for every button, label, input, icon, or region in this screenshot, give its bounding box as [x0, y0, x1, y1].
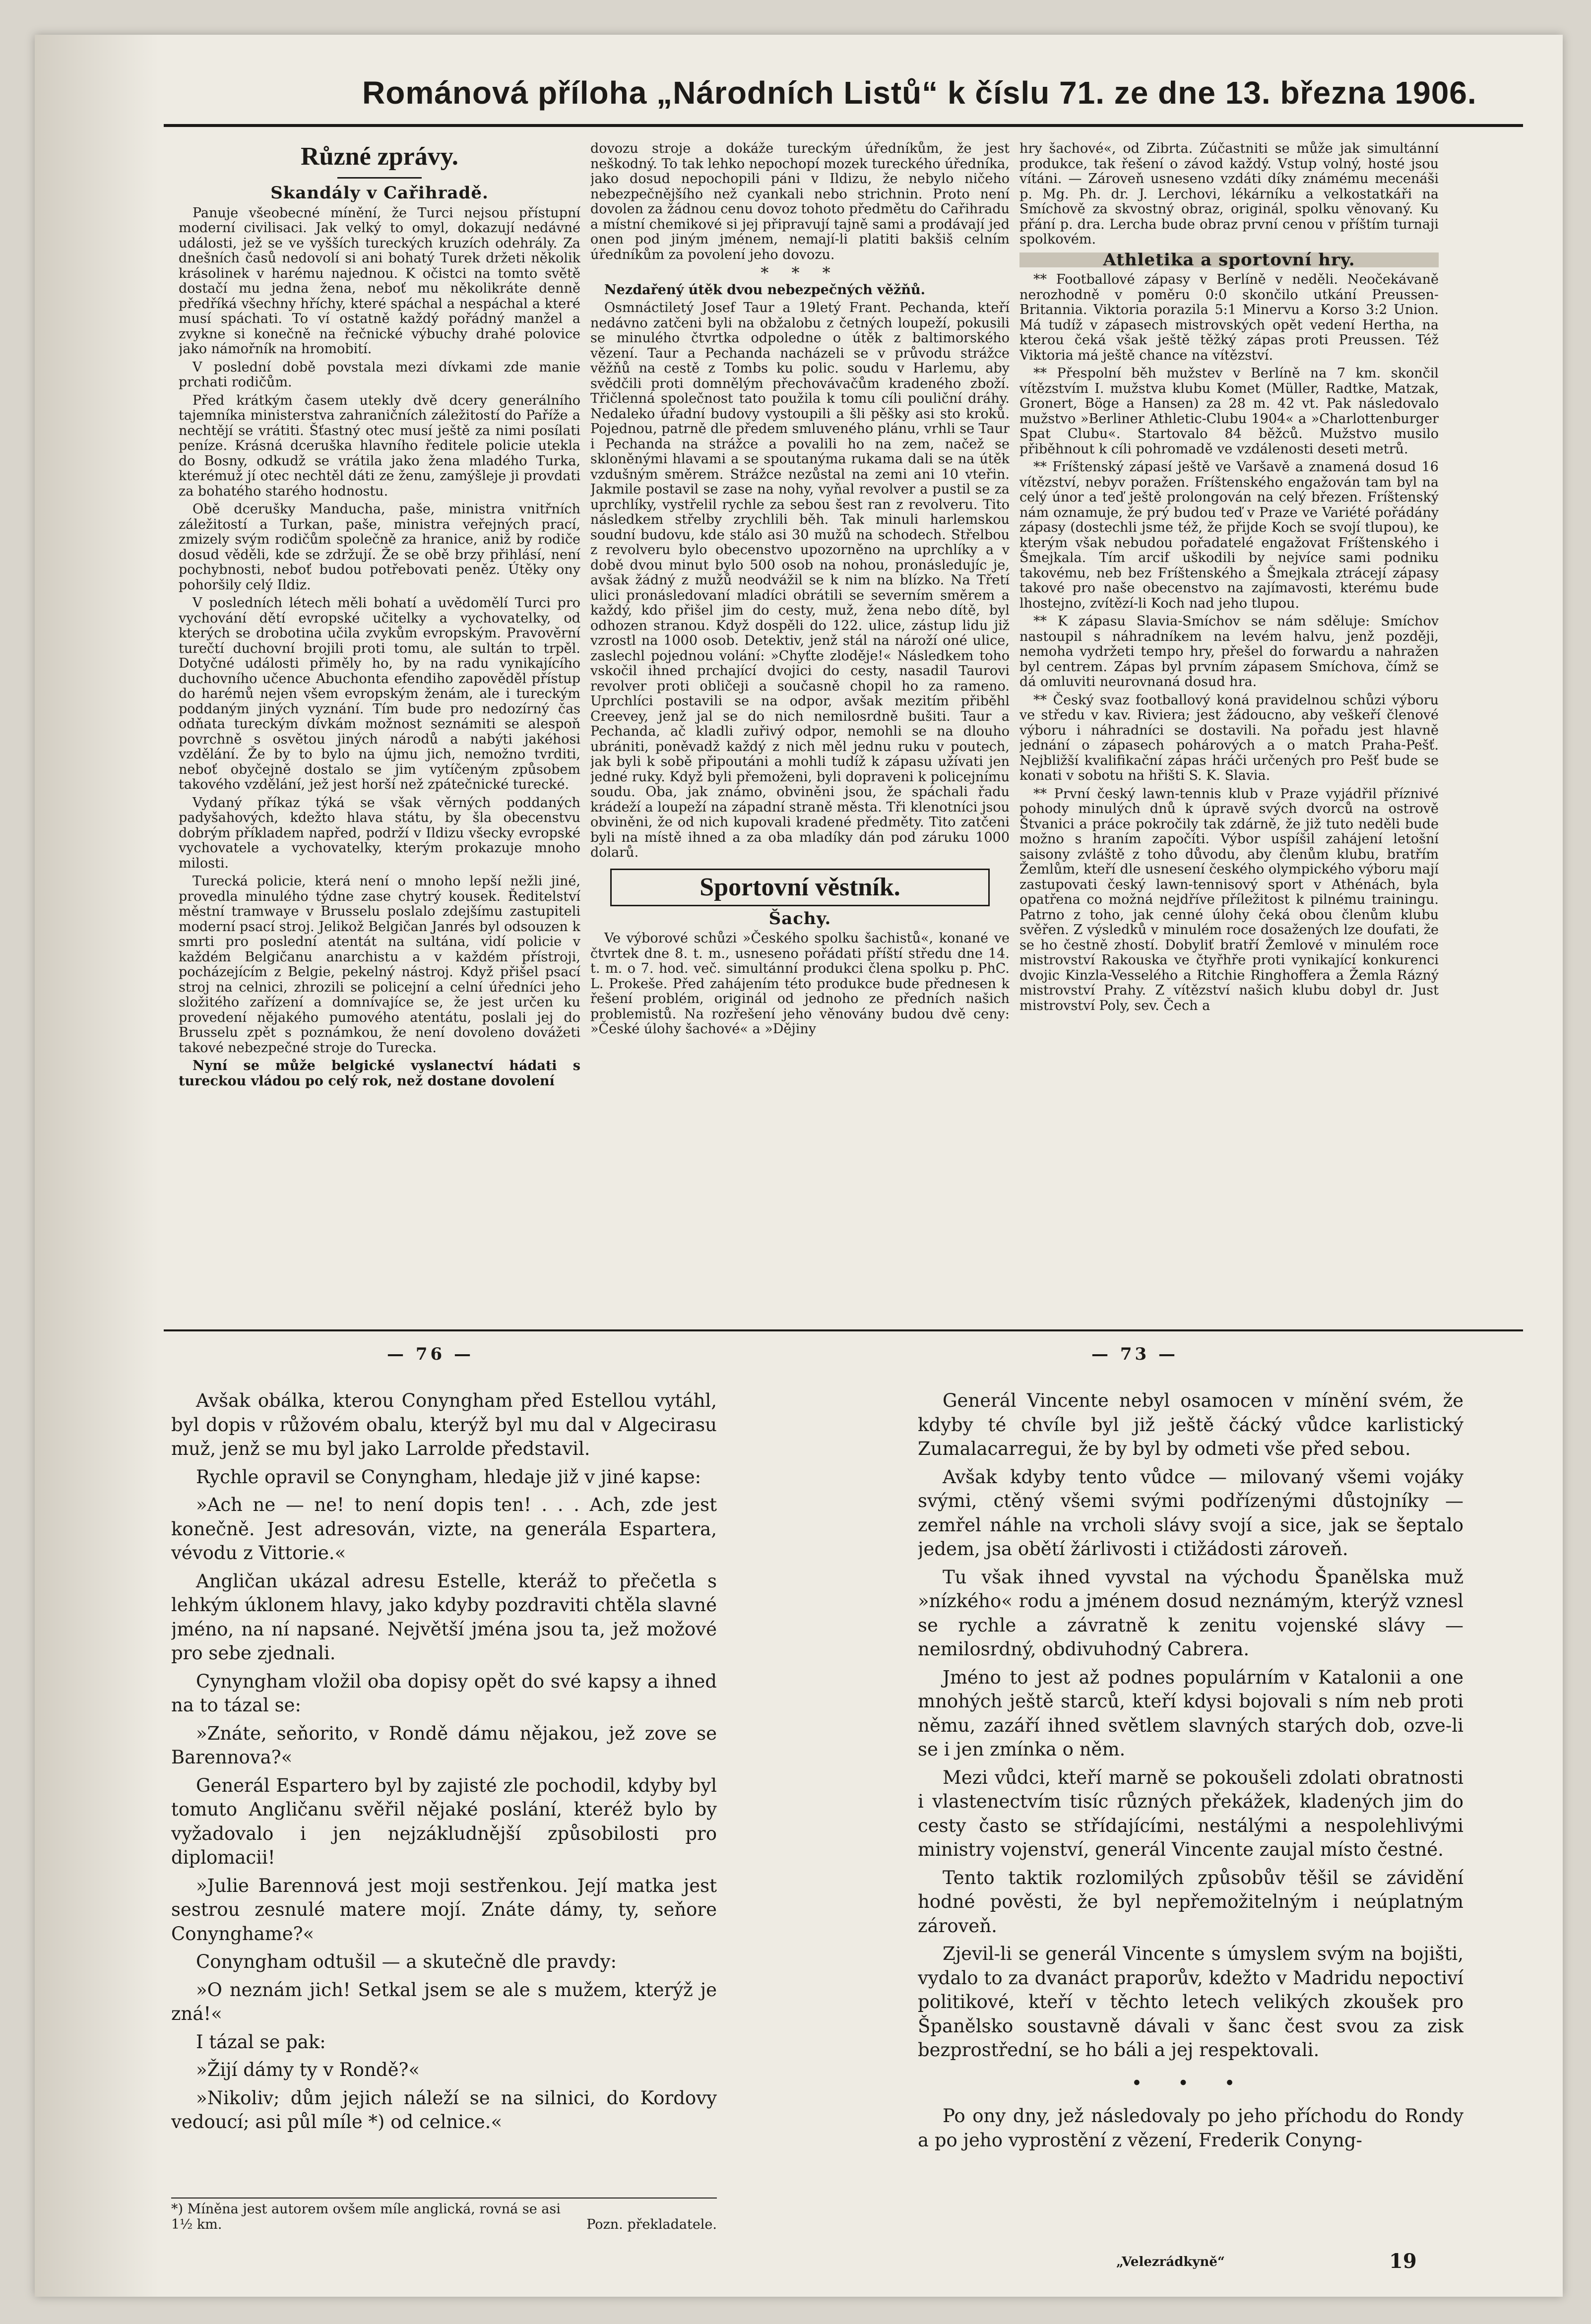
paragraph: ** Fríštenský zápasí ještě ve Varšavě a znamená dosud 16 vítězství, nebyv poražen. Fríštenského engažován tam byl na celý únor a teď ještě prolongován na celý březen. Fríštenský nám oznamuje, že prý budou teď v Praze ve Variété pořádány zápasy (dostechli jsme též, že přijde Koch se svojí tlupou), ke kterým však nebudou pořadatelé engažovat Fríštenského i Šmejkala. Tím arcif uškodili by nejvíce sami podniku takovému, neb bez Fríštenského a Šmejkala ztrácejí zápasy takové pro naše obecenstvo na zajímavosti, kterému bude lhostejno, zvítězí-li Koch nad jeho tlupou.	[1019, 459, 1439, 611]
novel-paragraph: Cynyngham vložil oba dopisy opět do své kapsy a ihned na to tázal se:	[171, 1670, 717, 1716]
novel-paragraph: Mezi vůdci, kteří marně se pokoušeli zdolati obratnosti i vlastenectvím tisíc různých překážek, kladených jim do cesty často se střídajícími, nestálými a nespolehlivými ministry vojenství, generál Vincente zaujal místo čestné.	[918, 1766, 1464, 1860]
section-divider	[164, 1329, 1523, 1331]
novel-paragraph: Generál Vincente nebyl osamocen v mínění svém, že kdyby té chvíle byl již ještě čácký vůdce karlistický Zumalacarregui, že by byl by odmeti vše před sebou.	[918, 1390, 1464, 1459]
novel-paragraph: »O neznám jich! Setkal jsem se ale s mužem, kterýž je zná!«	[171, 1979, 717, 2024]
column-2	[590, 141, 1010, 1295]
novel-paragraph: Generál Espartero byl by zajisté zle pochodil, kdyby byl tomuto Angličanu svěřil nějaké poslání, kteréž bylo by vyžadovalo i jen nejzákludnější způsobilosti pro diplomacii!	[171, 1774, 717, 1868]
sub-title-sachy: Šachy.	[768, 908, 831, 929]
novel-paragraph: Avšak obálka, kterou Conyngham před Estellou vytáhl, byl dopis v růžovém obalu, kterýž byl mu dal v Algecirasu muž, jenž se mu byl jako Larrolde představil.	[171, 1390, 717, 1459]
section-rule	[337, 177, 422, 179]
novel-paragraph: Zjevil-li se generál Vincente s úmyslem svým na bojišti, vydalo to za dvanáct praporův, kdežto v Madridu nepoctiví politikové, kteří v těchto letech velikých zkoušek pro Španělsko soustavně dávali v šanc čest svou za zisk bezprostřední, se ho báli a jej respektovali.	[918, 1943, 1464, 2061]
paragraph: ** První český lawn-tennis klub v Praze vyjádřil příznivé pohody minulých dnů k úpravě svých dvorců na ostrově Štvanici a práce pokročily tak zdárně, že již tuto neděli bude možno s hraním započíti. Výbor uspíšil zahájení letošní saisony zvláště z toho důvodu, aby členům klubu, bratřím Žemlům, kteří dle usnesení českého olympického výboru mají zastupovati český lawn-tennisový sport v Athénách, byla opatřena co možná nejdříve příležitost k pilnému trainingu. Patrno z toho, jak cenné úlohy čeká obou členům klubu svěřen. Z výsledků v minulém roce dosažených lze doufati, že se ho čestně zhostí. Dobyliť bratří Žemlové v minulém roce mistrovství Rakouska ve čtyřhře proti vynikající konkurenci dvojic Kinzla-Vesselého a Ritchie Ringhoffera a Žemla Rázný mistrovství Prahy. Z vítězství našich klubu dobyl dr. Just mistrovství Poly, sev. Čech a	[1019, 786, 1439, 1013]
paragraph: Panuje všeobecné mínění, že Turci nejsou přístupní moderní civilisaci. Jak velký to omyl, dokazují nedávné události, jež se ve vyšších tureckých kruzích odehrály. Za dnešních časů nedovolí si ani bohatý Turek držeti několik krásolinek v harému najednou. K očistci na tomto světě dostačí mu jedna žena, neboť mu několikráte denně předříká všechny hříchy, které spáchal a nespáchal a které musí spáchati. To ví ostatně každý pořádný manžel a zvykne si konečně na řečnické výbuchy drahé polovice jako námořník na hromobití.	[179, 205, 580, 357]
page-number-left: — 76 —	[387, 1344, 474, 1364]
star-separator: * * *	[761, 263, 839, 282]
paragraph: Obě dcerušky Manducha, paše, ministra vnitřních záležitostí a Turkan, paše, ministra veřejných prací, zmizely svým rodičům společně za hranice, aniž by rodiče dosud věděli, kde se zdržují. Že se obě brzy přihlásí, není pochybnosti, neboť budou potřebovati peněz. Útěky ony pohoršily celý Ildiz.	[179, 502, 580, 593]
paragraph: Osmnáctiletý Josef Taur a 19letý Frant. Pechanda, kteří nedávno zatčeni byli na obžalobu z četných loupeží, pokusili se minulého čtvrtka odpoledne o útěk z baltimorského vězení. Taur a Pechanda nacházeli se v průvodu strážce věžňů na cestě z Tombs ku polic. soudu v Harlemu, aby svědčili proti domnělým přechovávačům kradeného zboží. Třičlenná společnost tato použila k tomu cíli pouliční dráhy. Nedaleko úřadní budovy vystoupili a šli pěšky asi sto kroků. Pojednou, patrně dle předem smluveného plánu, vrhli se Taur i Pechanda na strážce a povalili ho na zem, načež se skloněnými hlavami a se spoutanýma rukama dali se na útěk vzdušným směrem. Strážce nezůstal na zemi ani 10 vteřin. Jakmile postavil se zase na nohy, vyňal revolver a pustil se za uprchlíky, vystřelil rychle za sebou šest ran z revolveru. Tito následkem střelby zrychlili běh. Tak minuli harlemskou soudní budovu, kde stálo asi 30 mužů na schodech. Střelbou z revolveru bylo obecenstvo upozorněno na uprchlíky a v době dvou minut bylo 500 osob na nohou, pronásledujíc je, avšak žádný z mužů neodvážil se k nim na blízko. Na Třetí ulici pronásledovaní mladíci obrátili se severním směrem a každý, kdo přišel jim do cesty, muž, žena nebo dítě, byl odhozen stranou. Když dospěli do 122. ulice, zástup lidu již vzrostl na 1000 osob. Detektiv, jenž stál na nároží oné ulice, zaslechl pojednou volání: »Chyťte zloděje!« Následkem toho vskočil ihned prchající dvojici do cesty, nasadil Taurovi revolver proti obličeji a současně chopil ho za rameno. Uprchlíci postavili se na odpor, avšak mezitím přiběhl Creevey, jenž jal se do nich nemilosrdně bušiti. Taur a Pechanda, ač kladli zuřivý odpor, nemohli se na dlouho ubrániti, poněvadž každý z nich měl jednu ruku v poutech, jak byli k sobě připoutáni a mohli tudíž k zápasu užívati jen jedné ruky. Když byli přemoženi, byli dopraveni k policejnímu soudu. Oba, jak známo, obviněni jsou, že spáchali řadu krádeží a loupeží na západní straně města. Tři klenotníci jsou obviněni, že od nich kupovali kradené předměty. Tito zatčeni byli na místě ihned a za oba mladíky dán pod záruku 1000 dolarů.	[590, 300, 1010, 860]
footer-novel-title: „Velezrádkyně“	[1116, 2255, 1225, 2269]
novel-paragraph: »Julie Barennová jest moji sestřenkou. Její matka jest sestrou zesnulé matere mojí. Znáte dámy, ty, seňore Conynghame?«	[171, 1875, 717, 1945]
novel-paragraph: »Ach ne — ne! to není dopis ten! . . . Ach, zde jest konečně. Jest adresován, vizte, na generála Espartera, vévodu z Vittorie.«	[171, 1494, 717, 1564]
sub-title-athletika: Athletika a sportovní hry.	[1019, 252, 1439, 268]
novel-paragraph: Po ony dny, jež následovaly po jeho příchodu do Rondy a po jeho vyprostění z vězení, Frederik Conyng-	[918, 2105, 1464, 2151]
page-shadow	[35, 35, 159, 2297]
paragraph: dovozu stroje a dokáže tureckým úředníkům, že jest neškodný. To tak lehko nepochopí mozek tureckého úředníka, jako dosud nepochopili páni v Ildizu, že nebylo ničeho nebezpečnějšího než cyankali nebo strichnin. Proto není dovolen za žádnou cenu dovoz tohoto předmětu do Cařihradu a místní chemikové si jej připravují tajně sami a prodávají jed onen pod jiným jménem, nemají-li platiti bakšiš celním úředníkům za povolení jeho dovozu.	[590, 141, 1010, 262]
novel-paragraph: »Žijí dámy ty v Rondě?«	[196, 2059, 420, 2080]
paragraph: ** Přespolní běh mužstev v Berlíně na 7 km. skončil vítězstvím I. mužstva klubu Komet (Müller, Radtke, Matzak, Gronert, Böge a Hansen) za 28 m. 42 vt. Pak následovalo mužstvo »Berliner Athletic-Clubu 1904« a »Charlottenburger Spat Clubu«. Startovalo 84 běžců. Mužstvo musilo přiběhnout k cíli pohromadě ve vzdálenosti deseti metrů.	[1019, 366, 1439, 457]
footnote-translator-note: Pozn. překladatele.	[586, 2217, 717, 2232]
novel-paragraph: Conyngham odtušil — a skutečně dle pravdy:	[196, 1951, 617, 1972]
paragraph: ** K zápasu Slavia-Smíchov se nám sděluje: Smíchov nastoupil s náhradníkem na levém halvu, jenž později, nemoha vydržeti tempo hry, přešel do forwardu a nahražen byl centrem. Zápas byl prvním zápasem Smíchova, čímž se dá omluviti neurovnaná dosud hra.	[1019, 614, 1439, 690]
paragraph: V poslední době povstala mezi dívkami zde manie prchati rodičům.	[179, 359, 580, 390]
paragraph: ** Footballové zápasy v Berlíně v neděli. Neočekávaně nerozhodně v poměru 0:0 skončilo utkání Preussen-Britannia. Viktoria porazila 5:1 Minervu a Korso 3:2 Union. Má tudíž v zápasech mistrovských opět vedení Hertha, na kterou čeká však ještě těžký zápas proti Preussen. Též Viktoria má ještě chance na vítězství.	[1019, 272, 1439, 363]
footnote	[171, 2198, 717, 2232]
footnote-row	[171, 2217, 717, 2232]
paragraph: Turecká policie, která není o mnoho lepší nežli jiné, provedla minulého týdne zase chytrý kousek. Ředitelství městní tramwaye v Brusselu poslalo zdejšímu zastupiteli moderní psací stroj. Jelikož Belgičan Janrés byl odsouzen k smrti pro poslední atentát na sultána, vidí policie v každém Belgičanu anarchistu a v každém přístroji, pocházejícím z Belgie, pekelný nástroj. Když přišel psací stroj na celnici, zhrozili se policejní a celní úředníci jeho složitého zařízení a domnívajíce se, že jest určen ku provedení nějakého pumového atentátu, poslali jej do Brusselu zpět s poznámkou, že není dovoleno dovážeti takové nebezpečné stroje do Turecka.	[179, 874, 580, 1056]
novel-paragraph: »Znáte, seňorito, v Rondě dámu nějakou, jež zove se Barennova?«	[171, 1722, 717, 1768]
novel-paragraph: Angličan ukázal adresu Estelle, kteráž to přečetla s lehkým úklonem hlavy, jako kdyby pozdraviti chtěla slavné jméno, na ní napsané. Největší jména jsou ta, jež možové pro sebe zjednali.	[171, 1570, 717, 1664]
paragraph: Před krátkým časem utekly dvě dcery generálního tajemníka ministerstva zahraničních záležitostí do Paříže a nechtějí se vrátiti. Šťastný otec musí ještě za nimi posílati peníze. Krásná dceruška hlavního ředitele policie utekla do Bosny, odkudž se vrátila jako žena mladého Turka, kterémuž jí otec nechtěl dáti ze ženu, zamýšleje ji provdati za bohatého starého hodnostu.	[179, 392, 580, 499]
paragraph: V posledních létech měli bohatí a uvědomělí Turci pro vychování dětí evropské učitelky a vychovatelky, od kterých se drobotina učila zvykům evropským. Pravověrní turečtí duchovní brojili proti tomu, ale sultán to trpěl. Dotyčné události přiměly ho, by na radu vynikajícího duchovního učence Abuchonta efendiho zapověděl přístup do harémů nejen všem evropským ženám, ale i tureckým poddaným jiných vyznání. Tím bude pro nedozírný čas odňata tureckým dívkám možnost seznámiti se alespoň povrchně s osvětou jiných národů a nabýti jakéhosi vzdělání. Že by to bylo na újmu jich, nemožno tvrditi, neboť obyčejně dostalo se jim vytíčeným způsobem takového vzdělání, jež jest horší než zpátečnické turecké.	[179, 595, 580, 792]
column-3	[1019, 141, 1439, 1295]
novel-paragraph: I tázal se pak:	[196, 2031, 326, 2053]
section-title-ruzne-zpravy: Různé zprávy.	[301, 142, 458, 171]
novel-paragraph: Tu však ihned vyvstal na východu Španělska muž »nízkého« rodu a jménem dosud neznámým, kterýž vznesl se rychle a závratně k zenitu vojenské slávy — nemilosrdný, obdivuhodný Cabrera.	[918, 1566, 1464, 1660]
novel-left-page	[171, 1389, 717, 2212]
footnote-line: 1½ km.	[171, 2217, 222, 2232]
paragraph: ** Český svaz footballový koná pravidelnou schůzi výboru ve středu v kav. Riviera; jest žádoucno, aby veškeří členové výboru i náhradníci se dostavili. Na pořadu jest hlavně jednání o zápasech pohárových a o match Praha-Pešť. Nejbližší kvalifikační zápas hráči určených pro Pešť bude se konati v sobotu na hřišti S. K. Slavia.	[1019, 692, 1439, 783]
paragraph: hry šachové«, od Zibrta. Zúčastniti se může jak simultánní produkce, tak řešení o závod každý. Vstup volný, hosté jsou vítáni. — Zároveň usneseno vzdáti díky známému mecenáši p. Mg. Ph. dr. J. Lerchovi, lékárníku a velkostatkáři na Smíchově za skvostný obraz, originál, spolku věnovaný. Ku přání p. dra. Lercha bude obraz první cenou v příštím turnaji spolkovém.	[1019, 141, 1439, 247]
novel-paragraph: Jméno to jest až podnes populárním v Katalonii a one mnohých ještě starců, kteří kdysi bojovali s ním neb proti němu, zazáří ihned světlem slavných starých dob, ozve-li se i jen zmínka o něm.	[918, 1666, 1464, 1760]
ornament-dots: • • •	[1131, 2072, 1250, 2094]
header-title: Románová příloha „Národních Listů“ k číslu 71. ze dne 13. března 1906.	[362, 75, 1477, 111]
section-title-sportovni-vestnik: Sportovní věstník.	[610, 869, 990, 906]
novel-paragraph: Rychle opravil se Conyngham, hledaje již v jiné kapse:	[196, 1466, 701, 1488]
column-1	[179, 141, 580, 1295]
novel-paragraph: Tento taktik rozlomilých způsobův těšil se závidění hodné pověsti, že byl nepřemožitelným i neúplatným zároveň.	[918, 1867, 1464, 1937]
article-title-utek: Nezdařený útěk dvou nebezpečných věžňů.	[604, 282, 926, 298]
novel-paragraph: »Nikoliv; dům jejich náleží se na silnici, do Kordovy vedoucí; asi půl míle *) od celnice.«	[171, 2087, 717, 2133]
paragraph: Ve výborové schůzi »Českého spolku šachistů«, konané ve čtvrtek dne 8. t. m., usneseno pořádati příští středu dne 14. t. m. o 7. hod. več. simultánní produkci člena spolku p. PhC. L. Prokeše. Před zahájením této produkce bude přednesen k řešení problém, originál od jednoho ze předních našich problemistů. Na rozřešení jeho věnovány budou dvě ceny: »České úlohy šachové« a »Dějiny	[590, 931, 1010, 1037]
page-header	[164, 69, 1523, 127]
footer-sheet-number: 19	[1389, 2250, 1417, 2273]
novel-paragraph: Avšak kdyby tento vůdce — milovaný všemi vojáky svými, ctěný všemi svými podřízenými důstojníky — zemřel náhle na vrcholi slávy svojí a sice, jak se šeptalo jedem, jsa obětí žárlivosti i ctižádosti zároveň.	[918, 1466, 1464, 1560]
paragraph: Nyní se může belgické vyslanectví hádati s tureckou vládou po celý rok, než dostane dovolení	[179, 1058, 580, 1089]
paragraph: Vydaný příkaz týká se však věrných poddaných padyšahových, kdežto hlava státu, by šla obecenstvu dobrým příkladem napřed, podrží v Ildizu všecky evropské vychovatele a vychovatelky, kterým prokazuje mnoho milosti.	[179, 795, 580, 871]
article-title-skandaly: Skandály v Cařihradě.	[270, 183, 489, 203]
novel-right-page	[918, 1389, 1464, 2212]
footnote-line: *) Míněna jest autorem ovšem míle anglická, rovná se asi	[171, 2201, 561, 2217]
page-number-right: — 73 —	[1091, 1344, 1178, 1364]
